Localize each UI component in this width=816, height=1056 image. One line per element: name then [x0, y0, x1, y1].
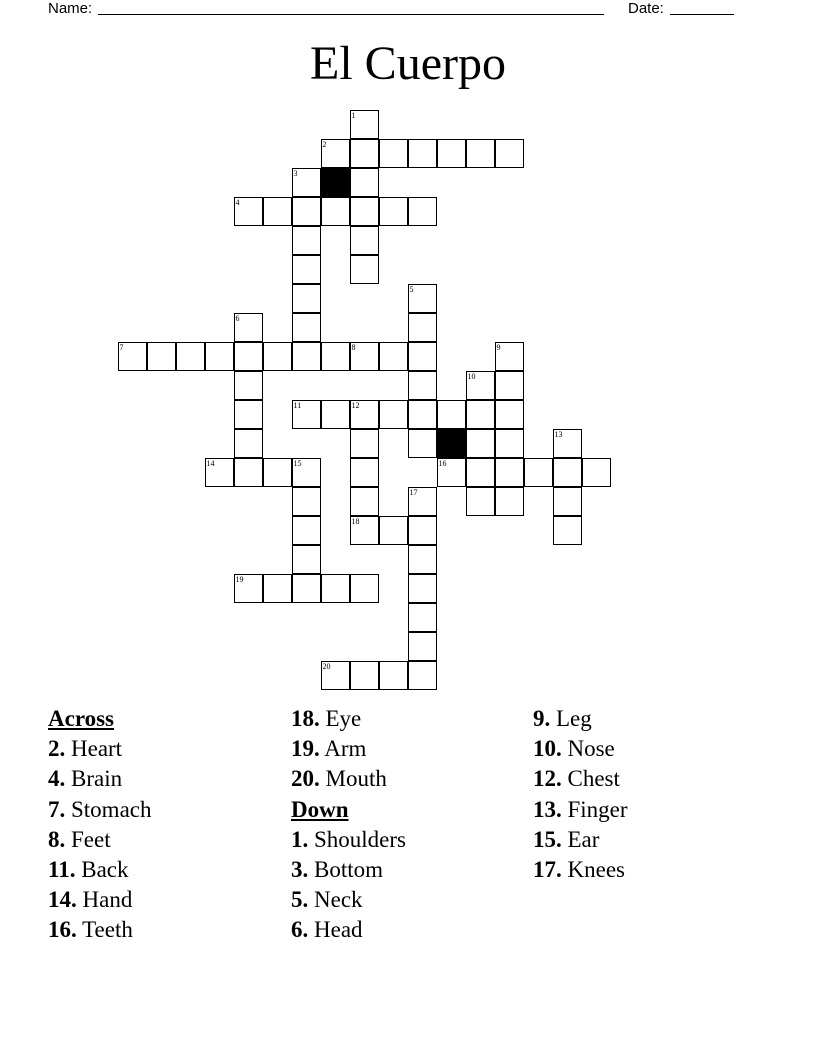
page-title: El Cuerpo	[310, 37, 506, 90]
clue-across-14	[48, 885, 152, 915]
grid-cell[interactable]	[263, 458, 292, 487]
grid-cell[interactable]	[408, 400, 437, 429]
down-heading: Down	[291, 796, 349, 822]
clue-down-12	[533, 764, 628, 794]
clue-across-4	[48, 764, 152, 794]
clue-number-label: 8	[351, 343, 356, 352]
grid-cell[interactable]	[292, 574, 321, 603]
clue-number: 7.	[48, 796, 66, 822]
black-cell	[437, 429, 466, 458]
clue-text: Ear	[567, 826, 600, 852]
grid-cell[interactable]	[350, 429, 379, 458]
grid-cell[interactable]	[292, 545, 321, 574]
clue-number: 19.	[291, 736, 320, 762]
grid-cell[interactable]	[292, 255, 321, 284]
grid-cell[interactable]	[466, 400, 495, 429]
clue-text: Chest	[567, 766, 620, 792]
clue-text: Bottom	[314, 857, 384, 883]
grid-cell[interactable]	[350, 574, 379, 603]
grid-cell[interactable]	[292, 226, 321, 255]
clue-down-15	[533, 825, 628, 855]
grid-cell[interactable]	[408, 632, 437, 661]
grid-cell[interactable]	[350, 661, 379, 690]
grid-cell[interactable]	[553, 487, 582, 516]
clue-number: 18.	[291, 706, 320, 731]
clue-text: Head	[314, 917, 363, 943]
grid-cell[interactable]	[553, 516, 582, 545]
clue-down-13	[533, 795, 628, 825]
grid-cell[interactable]	[379, 400, 408, 429]
clue-number: 11.	[48, 857, 76, 883]
grid-cell[interactable]	[408, 139, 437, 168]
clue-number: 13.	[533, 796, 562, 822]
grid-cell[interactable]	[379, 139, 408, 168]
grid-cell[interactable]	[292, 487, 321, 516]
grid-cell[interactable]	[321, 400, 350, 429]
grid-cell[interactable]	[466, 458, 495, 487]
black-cell	[321, 168, 350, 197]
grid-cell[interactable]	[263, 342, 292, 371]
clue-number: 12.	[533, 766, 562, 792]
clue-text: Teeth	[82, 917, 133, 943]
clue-text: Mouth	[325, 766, 387, 792]
clue-number-label: 7	[119, 343, 124, 352]
grid-cell[interactable]	[408, 545, 437, 574]
clue-number-label: 19	[235, 575, 244, 584]
clue-column-1	[48, 704, 152, 946]
grid-cell[interactable]	[350, 255, 379, 284]
grid-cell[interactable]	[437, 139, 466, 168]
clue-number-label: 3	[293, 169, 298, 178]
grid-cell[interactable]	[321, 342, 350, 371]
grid-cell[interactable]	[495, 139, 524, 168]
grid-cell[interactable]	[582, 458, 611, 487]
grid-cell[interactable]	[350, 168, 379, 197]
clue-number-label: 9	[496, 343, 501, 352]
clue-text: Finger	[567, 796, 628, 822]
clue-across-2	[48, 734, 152, 764]
clue-number-label: 10	[467, 372, 476, 381]
grid-cell[interactable]	[234, 371, 263, 400]
clue-number-label: 5	[409, 285, 414, 294]
clue-across-19	[291, 734, 406, 764]
clue-text: Shoulders	[314, 826, 406, 852]
clue-number: 3.	[291, 857, 309, 883]
clue-text: Leg	[556, 706, 592, 731]
grid-cell[interactable]	[205, 342, 234, 371]
clue-column-2	[291, 704, 406, 946]
clue-down-6	[291, 915, 406, 945]
grid-cell[interactable]	[466, 139, 495, 168]
clue-number: 1.	[291, 826, 309, 852]
grid-cell[interactable]	[408, 574, 437, 603]
clue-number: 9.	[533, 706, 551, 731]
grid-cell[interactable]	[292, 516, 321, 545]
grid-cell[interactable]	[408, 342, 437, 371]
clue-number: 16.	[48, 917, 77, 943]
clue-number: 10.	[533, 736, 562, 762]
grid-cell[interactable]	[350, 458, 379, 487]
grid-cell[interactable]	[408, 603, 437, 632]
clue-number-label: 2	[322, 140, 327, 149]
grid-cell[interactable]	[495, 487, 524, 516]
grid-cell[interactable]	[321, 197, 350, 226]
grid-cell[interactable]	[466, 429, 495, 458]
date-label: Date:	[628, 0, 664, 17]
clue-down-3	[291, 855, 406, 885]
clue-number: 20.	[291, 766, 320, 792]
clue-number-label: 4	[235, 198, 240, 207]
clue-text: Feet	[71, 826, 111, 852]
clue-across-11	[48, 855, 152, 885]
grid-cell[interactable]	[350, 139, 379, 168]
grid-cell[interactable]	[292, 197, 321, 226]
grid-cell[interactable]	[321, 574, 350, 603]
grid-cell[interactable]	[379, 197, 408, 226]
clue-number-label: 14	[206, 459, 215, 468]
clue-text: Hand	[82, 887, 133, 913]
grid-cell[interactable]	[292, 284, 321, 313]
grid-cell[interactable]	[379, 516, 408, 545]
name-label: Name:	[48, 0, 93, 17]
grid-cell[interactable]	[234, 342, 263, 371]
grid-cell[interactable]	[495, 458, 524, 487]
clue-down-10	[533, 734, 628, 764]
clue-number: 14.	[48, 887, 77, 913]
grid-cell[interactable]	[379, 661, 408, 690]
clue-down-9	[533, 704, 628, 734]
clue-across-16	[48, 915, 152, 945]
clue-text: Knees	[567, 857, 625, 883]
clue-text: Eye	[325, 706, 362, 731]
grid-cell[interactable]	[263, 197, 292, 226]
grid-cell[interactable]	[495, 371, 524, 400]
clue-text: Brain	[71, 766, 123, 792]
clue-text: Back	[81, 857, 129, 883]
grid-cell[interactable]	[234, 429, 263, 458]
clue-number-label: 11	[293, 401, 302, 410]
grid-cell[interactable]	[408, 197, 437, 226]
clue-number-label: 18	[351, 517, 360, 526]
clue-number-label: 16	[438, 459, 447, 468]
clue-number: 17.	[533, 857, 562, 883]
grid-cell[interactable]	[292, 342, 321, 371]
clue-text: Heart	[71, 736, 123, 762]
grid-cell[interactable]	[350, 226, 379, 255]
clue-number: 15.	[533, 826, 562, 852]
clue-column-3	[533, 704, 628, 885]
clue-across-20	[291, 764, 406, 794]
clue-down-5	[291, 885, 406, 915]
grid-cell[interactable]	[234, 400, 263, 429]
clue-number-label: 15	[293, 459, 302, 468]
clue-number-label: 13	[554, 430, 563, 439]
grid-cell[interactable]	[524, 458, 553, 487]
clue-number: 4.	[48, 766, 66, 792]
clue-text: Arm	[324, 736, 367, 762]
clue-number: 6.	[291, 917, 309, 943]
grid-cell[interactable]	[350, 197, 379, 226]
grid-cell[interactable]	[408, 516, 437, 545]
grid-cell[interactable]	[408, 429, 437, 458]
clue-number: 8.	[48, 826, 66, 852]
grid-cell[interactable]	[553, 458, 582, 487]
clue-number-label: 17	[409, 488, 418, 497]
clue-down-1	[291, 825, 406, 855]
grid-cell[interactable]	[466, 487, 495, 516]
grid-cell[interactable]	[147, 342, 176, 371]
grid-cell[interactable]	[495, 400, 524, 429]
grid-cell[interactable]	[379, 342, 408, 371]
clue-number: 2.	[48, 736, 66, 762]
grid-cell[interactable]	[350, 487, 379, 516]
clue-text: Stomach	[71, 796, 152, 822]
grid-cell[interactable]	[437, 400, 466, 429]
clue-number: 5.	[291, 887, 309, 913]
grid-cell[interactable]	[176, 342, 205, 371]
clue-down-17	[533, 855, 628, 885]
clue-number-label: 20	[322, 662, 331, 671]
grid-cell[interactable]	[495, 429, 524, 458]
clue-number-label: 1	[351, 111, 356, 120]
grid-cell[interactable]	[408, 313, 437, 342]
grid-cell[interactable]	[408, 661, 437, 690]
clue-number-label: 12	[351, 401, 360, 410]
grid-cell[interactable]	[408, 371, 437, 400]
grid-cell[interactable]	[263, 574, 292, 603]
clue-number-label: 6	[235, 314, 240, 323]
clue-across-7	[48, 795, 152, 825]
clue-text: Neck	[314, 887, 363, 913]
grid-cell[interactable]	[234, 458, 263, 487]
grid-cell[interactable]	[292, 313, 321, 342]
clue-across-8	[48, 825, 152, 855]
clue-across-18	[291, 704, 406, 734]
across-heading: Across	[48, 706, 115, 731]
clue-text: Nose	[567, 736, 615, 762]
